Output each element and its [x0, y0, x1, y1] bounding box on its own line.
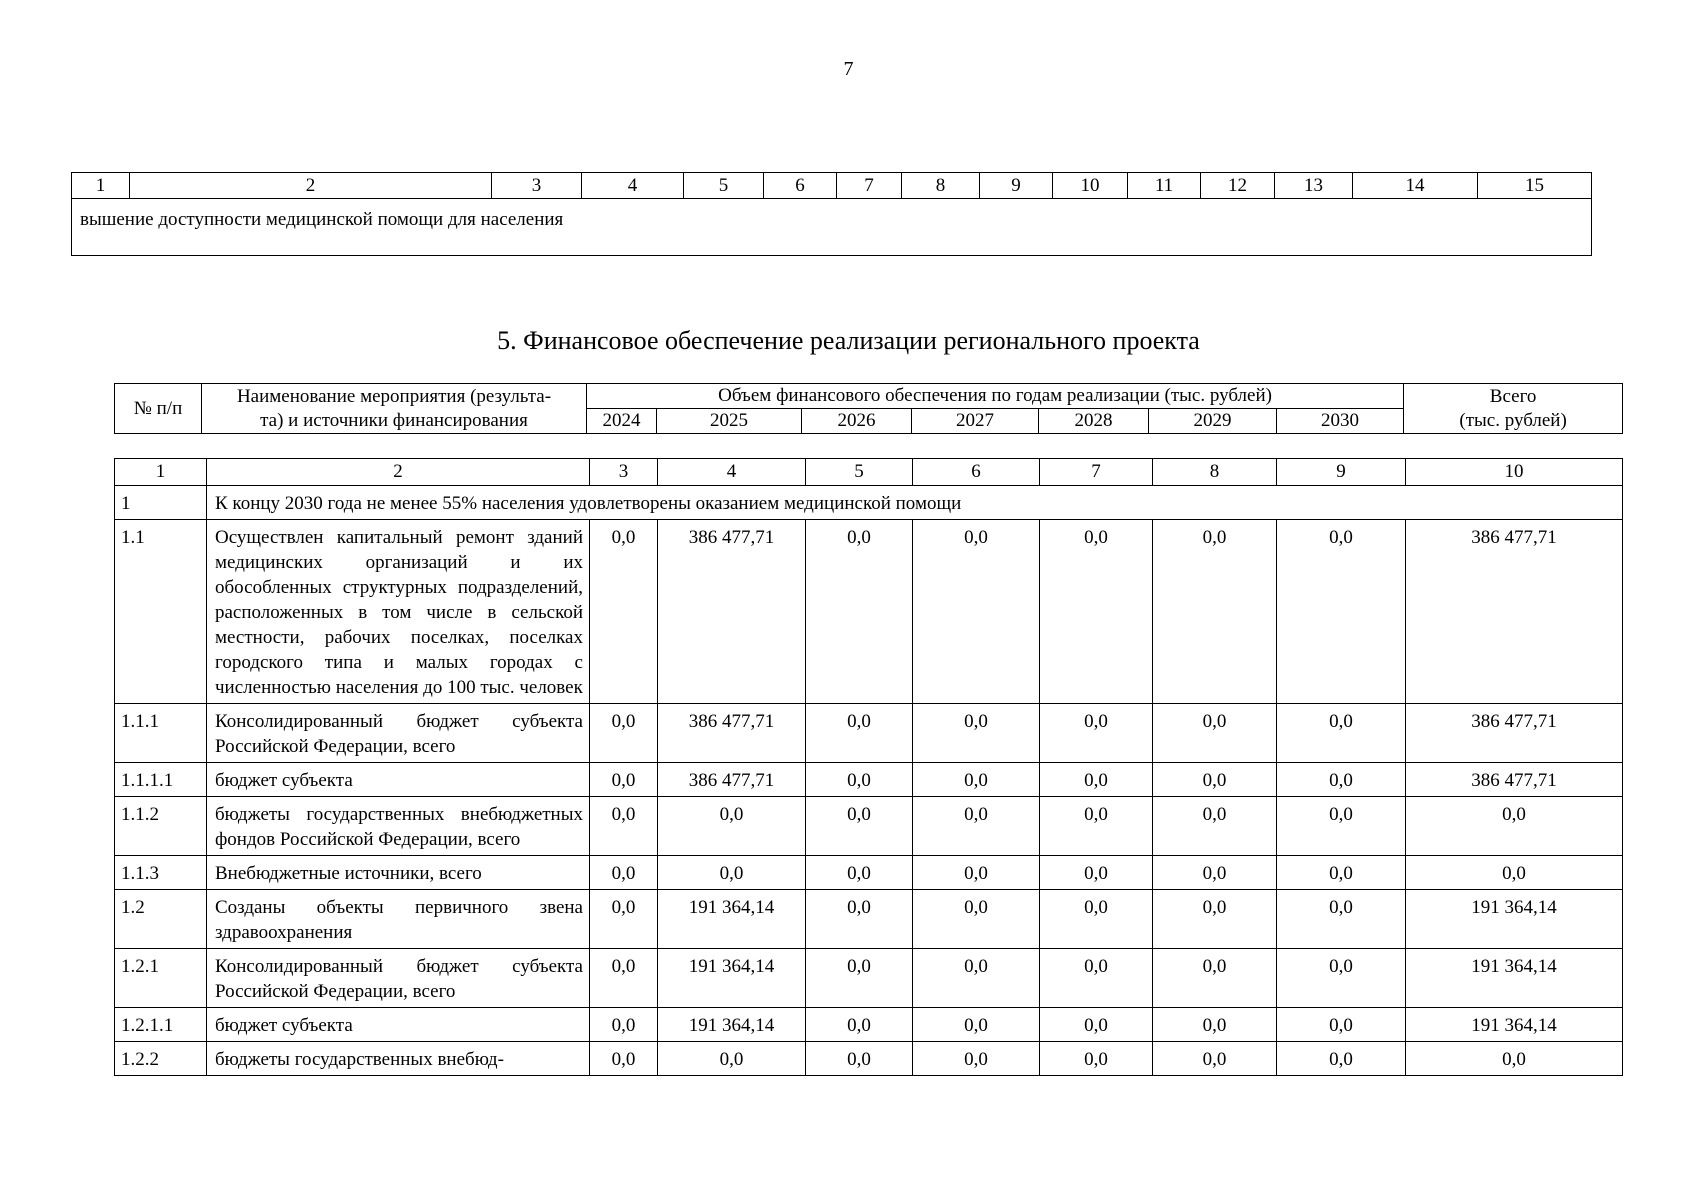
table-row — [115, 704, 1623, 763]
row-value: 0,0 — [590, 763, 658, 797]
row-value: 0,0 — [590, 1042, 658, 1076]
table-row — [115, 520, 1623, 704]
row-total: 191 364,14 — [1406, 1008, 1623, 1042]
row-value: 0,0 — [913, 763, 1040, 797]
column-number: 3 — [492, 173, 582, 199]
row-value: 0,0 — [913, 1042, 1040, 1076]
row-total: 0,0 — [1406, 856, 1623, 890]
header-volume: Объем финансового обеспечения по годам реализации (тыс. рублей) — [587, 384, 1404, 409]
row-total: 386 477,71 — [1406, 763, 1623, 797]
row-id: 1.1.1 — [115, 704, 207, 763]
row-value: 0,0 — [913, 797, 1040, 856]
row-value: 0,0 — [913, 949, 1040, 1008]
row-value: 386 477,71 — [658, 520, 806, 704]
column-number: 11 — [1128, 173, 1201, 199]
column-number: 15 — [1478, 173, 1592, 199]
row-value: 191 364,14 — [658, 890, 806, 949]
row-value: 0,0 — [1040, 890, 1153, 949]
row-id: 1.1 — [115, 520, 207, 704]
financing-header-table — [114, 383, 1623, 434]
column-number: 13 — [1275, 173, 1353, 199]
row-value: 191 364,14 — [658, 949, 806, 1008]
header-name-line1: Наименование мероприятия (результа- — [236, 385, 552, 407]
column-number: 14 — [1353, 173, 1478, 199]
row-name: бюджет субъекта — [207, 1008, 590, 1042]
row-value: 0,0 — [913, 890, 1040, 949]
row-value: 0,0 — [1277, 949, 1406, 1008]
row-value: 0,0 — [1277, 797, 1406, 856]
column-number-row — [72, 173, 1592, 199]
header-total-line1: Всего — [1489, 385, 1537, 407]
row-value: 0,0 — [1040, 797, 1153, 856]
table-row — [115, 1042, 1623, 1076]
section-title: 5. Финансовое обеспечение реализации регионального проекта — [497, 326, 1200, 355]
column-number: 5 — [806, 459, 913, 486]
row-value: 0,0 — [590, 1008, 658, 1042]
goal-id: 1 — [115, 486, 207, 520]
row-value: 0,0 — [806, 704, 913, 763]
row-value: 0,0 — [806, 1042, 913, 1076]
row-value: 0,0 — [1040, 856, 1153, 890]
continuation-row — [72, 199, 1592, 256]
column-number: 8 — [1153, 459, 1277, 486]
row-id: 1.1.3 — [115, 856, 207, 890]
row-name: бюджеты государственных внебюд- — [207, 1042, 590, 1076]
row-total: 191 364,14 — [1406, 890, 1623, 949]
table-row — [115, 763, 1623, 797]
header-name — [202, 384, 587, 434]
row-id: 1.2.2 — [115, 1042, 207, 1076]
row-id: 1.1.2 — [115, 797, 207, 856]
table-row — [115, 949, 1623, 1008]
row-value: 0,0 — [1153, 520, 1277, 704]
column-number: 1 — [72, 173, 130, 199]
row-value: 0,0 — [590, 890, 658, 949]
row-value: 0,0 — [806, 763, 913, 797]
row-name: Осуществлен капитальный ремонт зданий медицинских организаций и их обособленных структурных подразделений, расположенных в том числе в сельской местности, рабочих поселках, поселках городского типа и малых городах с численностью населения до 100 тыс. человек — [207, 520, 590, 704]
row-value: 0,0 — [590, 856, 658, 890]
row-value: 386 477,71 — [658, 704, 806, 763]
header-number: № п/п — [115, 384, 202, 434]
page-number: 7 — [843, 58, 854, 80]
row-value: 0,0 — [1153, 1008, 1277, 1042]
row-value: 0,0 — [913, 1008, 1040, 1042]
column-number: 3 — [590, 459, 658, 486]
column-number: 6 — [764, 173, 837, 199]
row-id: 1.2 — [115, 890, 207, 949]
header-year: 2025 — [657, 409, 802, 434]
table-row — [115, 856, 1623, 890]
row-value: 0,0 — [1153, 763, 1277, 797]
row-value: 0,0 — [1277, 704, 1406, 763]
row-value: 0,0 — [1040, 1042, 1153, 1076]
row-value: 0,0 — [590, 949, 658, 1008]
header-year: 2026 — [802, 409, 912, 434]
column-number: 8 — [902, 173, 980, 199]
row-value: 0,0 — [806, 797, 913, 856]
row-value: 0,0 — [913, 704, 1040, 763]
row-value: 0,0 — [658, 1042, 806, 1076]
column-number: 5 — [684, 173, 764, 199]
header-name-line2: та) и источники финансирования — [260, 409, 528, 431]
row-value: 0,0 — [1153, 949, 1277, 1008]
row-value: 386 477,71 — [658, 763, 806, 797]
header-year: 2028 — [1039, 409, 1149, 434]
column-number: 10 — [1406, 459, 1623, 486]
row-name: Консолидированный бюджет субъекта Российской Федерации, всего — [207, 949, 590, 1008]
goal-row — [115, 486, 1623, 520]
column-number: 2 — [207, 459, 590, 486]
row-value: 0,0 — [1153, 1042, 1277, 1076]
row-value: 0,0 — [806, 890, 913, 949]
row-value: 0,0 — [1040, 763, 1153, 797]
row-name: бюджет субъекта — [207, 763, 590, 797]
row-value: 0,0 — [1277, 856, 1406, 890]
header-total — [1404, 384, 1623, 434]
row-name: бюджеты государственных внебюджетных фондов Российской Федерации, всего — [207, 797, 590, 856]
column-number: 9 — [1277, 459, 1406, 486]
row-value: 0,0 — [1153, 797, 1277, 856]
header-year: 2029 — [1149, 409, 1277, 434]
row-value: 0,0 — [1040, 949, 1153, 1008]
row-value: 0,0 — [1040, 520, 1153, 704]
row-value: 0,0 — [658, 856, 806, 890]
row-total: 0,0 — [1406, 797, 1623, 856]
row-total: 191 364,14 — [1406, 949, 1623, 1008]
column-number: 12 — [1201, 173, 1275, 199]
goal-text: К концу 2030 года не менее 55% населения удовлетворены оказанием медицинской помощи — [207, 486, 1623, 520]
row-id: 1.2.1 — [115, 949, 207, 1008]
column-number: 6 — [913, 459, 1040, 486]
column-number: 1 — [115, 459, 207, 486]
row-value: 0,0 — [806, 520, 913, 704]
row-value: 0,0 — [590, 520, 658, 704]
table-row — [115, 1008, 1623, 1042]
row-value: 0,0 — [1277, 763, 1406, 797]
row-value: 0,0 — [1153, 704, 1277, 763]
row-name: Внебюджетные источники, всего — [207, 856, 590, 890]
continuation-table — [71, 172, 1592, 256]
column-number: 7 — [1040, 459, 1153, 486]
row-value: 0,0 — [590, 797, 658, 856]
row-value: 0,0 — [1153, 856, 1277, 890]
row-value: 191 364,14 — [658, 1008, 806, 1042]
column-number: 4 — [658, 459, 806, 486]
column-number: 2 — [130, 173, 492, 199]
continuation-text: вышение доступности медицинской помощи для населения — [72, 199, 1592, 256]
column-number: 10 — [1053, 173, 1128, 199]
row-total: 0,0 — [1406, 1042, 1623, 1076]
column-number: 4 — [582, 173, 684, 199]
row-value: 0,0 — [658, 797, 806, 856]
row-value: 0,0 — [1277, 890, 1406, 949]
row-value: 0,0 — [1040, 1008, 1153, 1042]
row-total: 386 477,71 — [1406, 520, 1623, 704]
financing-table — [114, 458, 1623, 1076]
column-number-row — [115, 459, 1623, 486]
row-name: Консолидированный бюджет субъекта Российской Федерации, всего — [207, 704, 590, 763]
header-year: 2024 — [587, 409, 657, 434]
row-value: 0,0 — [1040, 704, 1153, 763]
row-id: 1.1.1.1 — [115, 763, 207, 797]
column-number: 7 — [837, 173, 902, 199]
row-value: 0,0 — [1277, 520, 1406, 704]
row-value: 0,0 — [913, 856, 1040, 890]
row-value: 0,0 — [590, 704, 658, 763]
row-value: 0,0 — [806, 856, 913, 890]
table-row — [115, 890, 1623, 949]
row-id: 1.2.1.1 — [115, 1008, 207, 1042]
row-value: 0,0 — [913, 520, 1040, 704]
row-total: 386 477,71 — [1406, 704, 1623, 763]
header-year: 2030 — [1277, 409, 1404, 434]
row-name: Созданы объекты первичного звена здравоохранения — [207, 890, 590, 949]
row-value: 0,0 — [1277, 1042, 1406, 1076]
row-value: 0,0 — [1277, 1008, 1406, 1042]
row-value: 0,0 — [1153, 890, 1277, 949]
table-row — [115, 797, 1623, 856]
row-value: 0,0 — [806, 949, 913, 1008]
header-year: 2027 — [912, 409, 1039, 434]
column-number: 9 — [980, 173, 1053, 199]
header-total-line2: (тыс. рублей) — [1459, 409, 1567, 431]
row-value: 0,0 — [806, 1008, 913, 1042]
